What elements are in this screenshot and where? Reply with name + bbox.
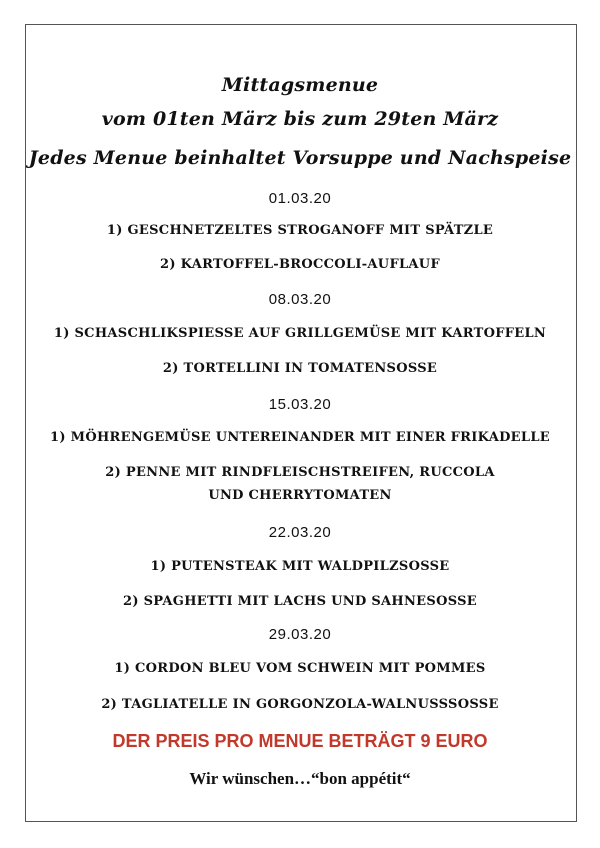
menu-period: vom 01ten März bis zum 29ten März — [101, 108, 499, 130]
price-note: DER PREIS PRO MENUE BETRÄGT 9 EURO — [112, 731, 488, 751]
dish-item: 2) KARTOFFEL-BROCCOLI-AUFLAUF — [160, 257, 440, 272]
dish-item: 2) SPAGHETTI MIT LACHS UND SAHNESOSSE — [122, 594, 478, 609]
dish-item: 1) SCHASCHLIKSPIESSE AUF GRILLGEMÜSE MIT KARTOFFELN — [53, 326, 547, 341]
week-date: 22.03.20 — [268, 524, 332, 541]
week-date: 29.03.20 — [268, 626, 332, 643]
menu-title: Mittagsmenue — [221, 74, 379, 96]
week-date: 15.03.20 — [268, 396, 332, 413]
week-date: 01.03.20 — [268, 190, 332, 207]
dish-item: 2) TAGLIATELLE IN GORGONZOLA-WALNUSSSOSSE — [101, 697, 499, 712]
dish-item: 2) TORTELLINI IN TOMATENSOSSE — [162, 361, 438, 376]
dish-item-continued: UND CHERRYTOMATEN — [208, 488, 392, 503]
dish-item: 1) MÖHRENGEMÜSE UNTEREINANDER MIT EINER FRIKADELLE — [50, 430, 550, 445]
dish-item: 1) CORDON BLEU VOM SCHWEIN MIT POMMES — [114, 661, 486, 676]
closing-wish: Wir wünschen…“bon appétit“ — [189, 769, 411, 788]
week-date: 08.03.20 — [268, 291, 332, 308]
dish-item: 2) PENNE MIT RINDFLEISCHSTREIFEN, RUCCOLA — [105, 465, 495, 480]
menu-included-note: Jedes Menue beinhaltet Vorsuppe und Nachspeise — [28, 147, 572, 169]
dish-item: 1) GESCHNETZELTES STROGANOFF MIT SPÄTZLE — [106, 223, 494, 238]
dish-item: 1) PUTENSTEAK MIT WALDPILZSOSSE — [150, 559, 450, 574]
